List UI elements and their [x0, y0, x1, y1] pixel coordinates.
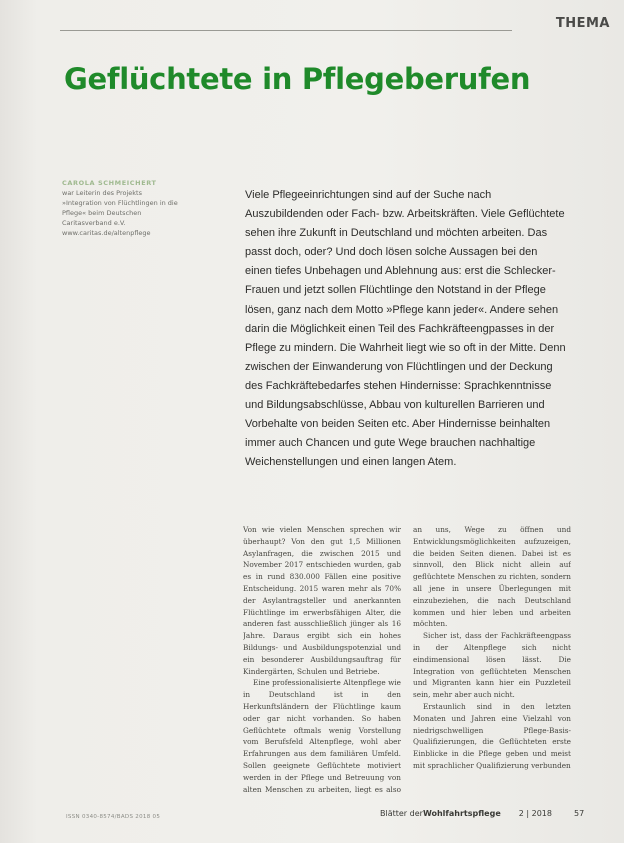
- journal-name-bold: Wohlfahrtspflege: [422, 809, 501, 818]
- article-body: [243, 524, 571, 796]
- header-rule: [60, 30, 512, 31]
- issue-number: 2 | 2018: [518, 809, 552, 818]
- author-bio: war Leiterin des Projekts »Integration von Flüchtlingen in die Pflege« beim Deutschen Caritasverband e.V.: [62, 189, 178, 228]
- author-name: CAROLA SCHMEICHERT: [62, 179, 157, 187]
- footer-journal: [380, 809, 584, 818]
- body-paragraph: Von wie vielen Menschen sprechen wir überhaupt? Von den gut 1,5 Millionen Asylanfragen, die zwischen 2015 und November 2017 entschieden wurden, gab es in rund 830.000 Fällen eine positive Entscheidung. 2015 waren mehr als 70% der Asylantragsteller und anerkannten Flüchtlinge im erwerbsfähigen Alter, die anderen fast ausschließlich jünger als 16 Jahre. Daraus ergibt sich ein hohes Bildungs- und Ausbildungspotenzial und ein besonderer Ausbildungsauftrag für Kindergärten, Schulen und Betriebe.: [243, 525, 401, 676]
- section-label: THEMA: [555, 16, 610, 31]
- author-box: [62, 178, 180, 238]
- body-paragraph: Eine professionalisierte Altenpflege wie in Deutschland ist in den Herkunftsländern der Flüchtlinge kaum oder gar nicht vorhanden. So haben Geflüchtete oftmals wenig Vorstellung vom Berufsfeld Altenpflege, wohl aber Erfahrungen aus dem familiären Umfeld. Sollen geeignete Geflüchtete motiviert werden in der Pflege und Betreuung von alten Menschen zu arbeiten, liegt es also an uns, Wege zu öffnen und Entwicklungsmöglichkeiten aufzuzeigen, die beiden Seiten dienen. Dabei ist es sinnvoll, den Blick nicht allein auf geflüchtete Menschen zu richten, sondern all jene in unsere Überlegungen mit einzubeziehen, die nach Deutschland kommen und hier leben und arbeiten möchten.: [243, 525, 571, 794]
- author-web: www.caritas.de/altenpflege: [62, 229, 151, 238]
- article-lead: Viele Pflegeeinrichtungen sind auf der Suche nach Auszubildenden oder Fach- bzw. Arbeitskräften. Viele Geflüchtete sehen ihre Zukunft in Deutschland und möchten arbeiten. Das passt doch, oder? Und doch lösen solche Aussagen bei den einen tiefes Unbehagen und Ablehnung aus: erst die Schlecker-Frauen und jetzt sollen Flüchtlinge den Notstand in der Pflege lösen, ganz nach dem Motto »Pflege kann jeder«. Andere sehen darin die Möglichkeit einen Teil des Fachkräfteengpasses in der Pflege zu mindern. Die Wahrheit liegt wie so oft in der Mitte. Denn zwischen der Einwanderung von Flüchtlingen und der Deckung des Fachkräftebedarfes stehen Hindernisse: Sprachkenntnisse und Bildungsabschlüsse, Abbau von kulturellen Barrieren und Vorbehalte von beiden Seiten etc. Aber Hindernisse beinhalten immer auch Chancen und gute Wege brauchen nachhaltige Weichenstellungen und einen langen Atem.: [245, 189, 566, 469]
- journal-name-prefix: Blätter der: [380, 809, 423, 818]
- body-paragraph: Sicher ist, dass der Fachkräfteengpass in der Altenpflege sich nicht eindimensional lösen lässt. Die Integration von geflüchteten Menschen und Migranten kann hier ein Puzzleteil sein, mehr aber auch nicht.: [413, 631, 571, 700]
- footer-code: ISSN 0340-8574/BADS 2018 05: [66, 814, 161, 820]
- page-number: 57: [573, 809, 585, 818]
- body-paragraph: Erstaunlich sind in den letzten Monaten und Jahren eine Vielzahl von niedrigschwelligen Pflege-Basis-Qualifizierungen, die Geflüchteten erste Einblicke in die Pflege geben und meist mit sprachlicher Qualifizierung verbunden: [413, 701, 571, 770]
- article-title: Geflüchtete in Pflegeberufen: [64, 62, 531, 96]
